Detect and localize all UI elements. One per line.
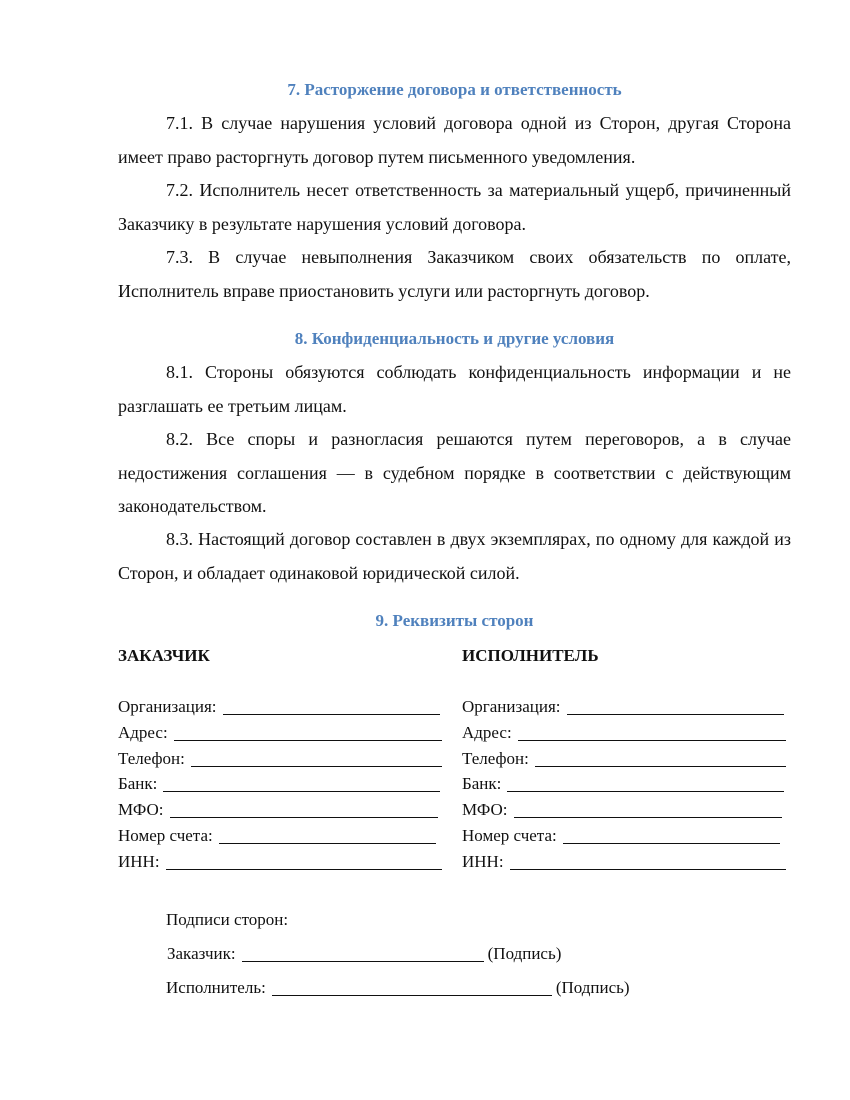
customer-account-field[interactable]: Номер счета: — [118, 824, 436, 846]
blank-line[interactable] — [518, 724, 786, 741]
contractor-inn-field[interactable]: ИНН: — [462, 850, 786, 872]
blank-line[interactable] — [223, 698, 441, 715]
customer-address-field[interactable]: Адрес: — [118, 721, 442, 743]
blank-line[interactable] — [535, 750, 786, 767]
paragraph-7-3: 7.3. В случае невыполнения Заказчиком своих обязательств по оплате, Исполнитель вправе приостановить услуги или расторгнуть договор. — [118, 247, 791, 301]
contractor-account-field[interactable]: Номер счета: — [462, 824, 780, 846]
customer-mfo-field[interactable]: МФО: — [118, 798, 438, 820]
blank-line[interactable] — [563, 827, 780, 844]
contractor-phone-field[interactable]: Телефон: — [462, 747, 786, 769]
customer-signature-label: Заказчик: — [167, 944, 236, 963]
customer-inn-field[interactable]: ИНН: — [118, 850, 442, 872]
customer-signature-note: (Подпись) — [487, 944, 562, 963]
contractor-mfo-field[interactable]: МФО: — [462, 798, 782, 820]
blank-line[interactable] — [514, 801, 782, 818]
blank-line[interactable] — [507, 775, 784, 792]
customer-phone-field[interactable]: Телефон: — [118, 747, 442, 769]
contractor-signature-line[interactable] — [272, 979, 552, 996]
contractor-address-field[interactable]: Адрес: — [462, 721, 786, 743]
customer-signature-line[interactable] — [242, 945, 484, 962]
contractor-signature-row[interactable] — [166, 976, 630, 998]
paragraph-7-2: 7.2. Исполнитель несет ответственность за материальный ущерб, причиненный Заказчику в результате нарушения условий договора. — [118, 180, 791, 234]
customer-bank-field[interactable]: Банк: — [118, 772, 440, 794]
paragraph-8-1: 8.1. Стороны обязуются соблюдать конфиденциальность информации и не разглашать ее третьим лицам. — [118, 362, 791, 416]
blank-line[interactable] — [174, 724, 442, 741]
paragraph-7-1: 7.1. В случае нарушения условий договора одной из Сторон, другая Сторона имеет право расторгнуть договор путем письменного уведомления. — [118, 113, 791, 167]
signatures-title: Подписи сторон: — [166, 910, 289, 929]
customer-signature-row[interactable] — [167, 942, 561, 964]
contractor-signature-note: (Подпись) — [555, 978, 630, 997]
contractor-bank-field[interactable]: Банк: — [462, 772, 784, 794]
section-8-heading: 8. Конфиденциальность и другие условия — [294, 329, 615, 348]
blank-line[interactable] — [170, 801, 438, 818]
customer-organization-field[interactable]: Организация: — [118, 695, 440, 717]
blank-line[interactable] — [567, 698, 785, 715]
blank-line[interactable] — [166, 853, 442, 870]
section-7-heading: 7. Расторжение договора и ответственность — [287, 80, 622, 99]
contractor-title: ИСПОЛНИТЕЛЬ — [462, 646, 599, 665]
blank-line[interactable] — [510, 853, 786, 870]
blank-line[interactable] — [191, 750, 442, 767]
blank-line[interactable] — [219, 827, 436, 844]
contractor-signature-label: Исполнитель: — [166, 978, 266, 997]
paragraph-8-2: 8.2. Все споры и разногласия решаются путем переговоров, а в случае недостижения соглашения — в судебном порядке в соответствии с действующим законодательством. — [118, 429, 791, 516]
section-9-heading: 9. Реквизиты сторон — [375, 611, 534, 630]
contractor-organization-field[interactable]: Организация: — [462, 695, 784, 717]
customer-title: ЗАКАЗЧИК — [118, 646, 210, 665]
paragraph-8-3: 8.3. Настоящий договор составлен в двух экземплярах, по одному для каждой из Сторон, и обладает одинаковой юридической силой. — [118, 529, 791, 583]
blank-line[interactable] — [163, 775, 440, 792]
